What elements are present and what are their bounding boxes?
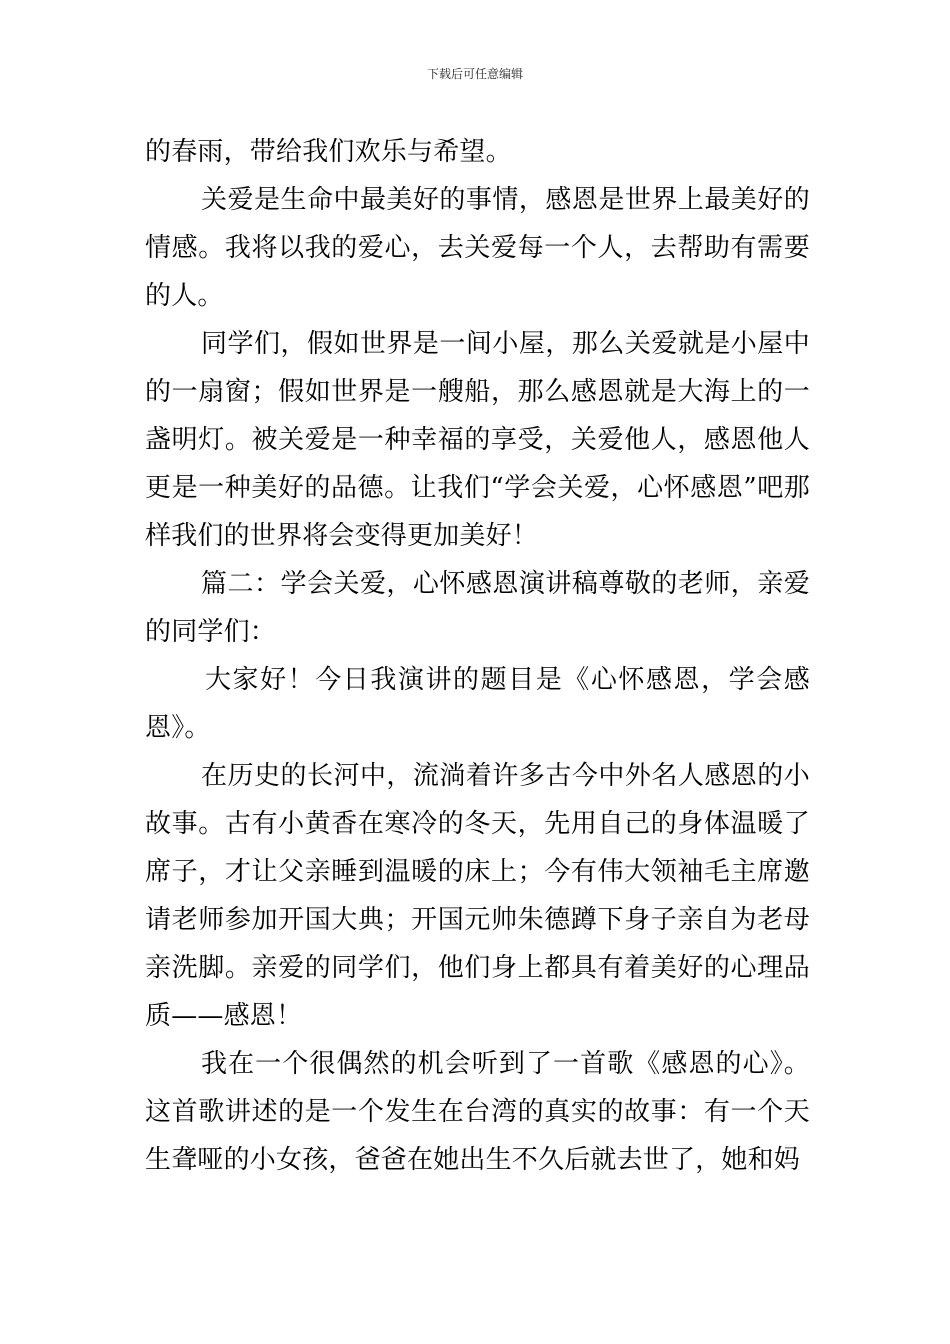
paragraph-7: 我在一个很偶然的机会听到了一首歌《感恩的心》。这首歌讲述的是一个发生在台湾的真实的故事：有一个天生聋哑的小女孩，爸爸在她出生不久后就去世了，她和妈 [145,1049,810,1175]
page-header: 下载后可任意编辑 [426,67,523,81]
document-body [145,128,810,1184]
paragraph-2: 关爱是生命中最美好的事情，感恩是世界上最美好的情感。我将以我的爱心，去关爱每一个人，去帮助有需要的人。 [145,185,810,311]
paragraph-4: 篇二：学会关爱，心怀感恩演讲稿尊敬的老师，亲爱的同学们： [145,569,810,647]
paragraph-1: 的春雨，带给我们欢乐与希望。 [145,137,512,167]
paragraph-6: 在历史的长河中，流淌着许多古今中外名人感恩的小故事。古有小黄香在寒冷的冬天，先用自己的身体温暖了席子，才让父亲睡到温暖的床上；今有伟大领袖毛主席邀请老师参加开国大典；开国元帅朱德蹲下身子亲自为老母亲洗脚。亲爱的同学们，他们身上都具有着美好的心理品质——感恩！ [145,761,810,1031]
paragraph-5: 大家好！今日我演讲的题目是《心怀感恩，学会感恩》。 [145,665,810,743]
paragraph-3: 同学们，假如世界是一间小屋，那么关爱就是小屋中的一扇窗；假如世界是一艘船，那么感恩就是大海上的一盏明灯。被关爱是一种幸福的享受，关爱他人，感恩他人更是一种美好的品德。让我们“学会关爱，心怀感恩”吧那样我们的世界将会变得更加美好！ [145,329,810,551]
